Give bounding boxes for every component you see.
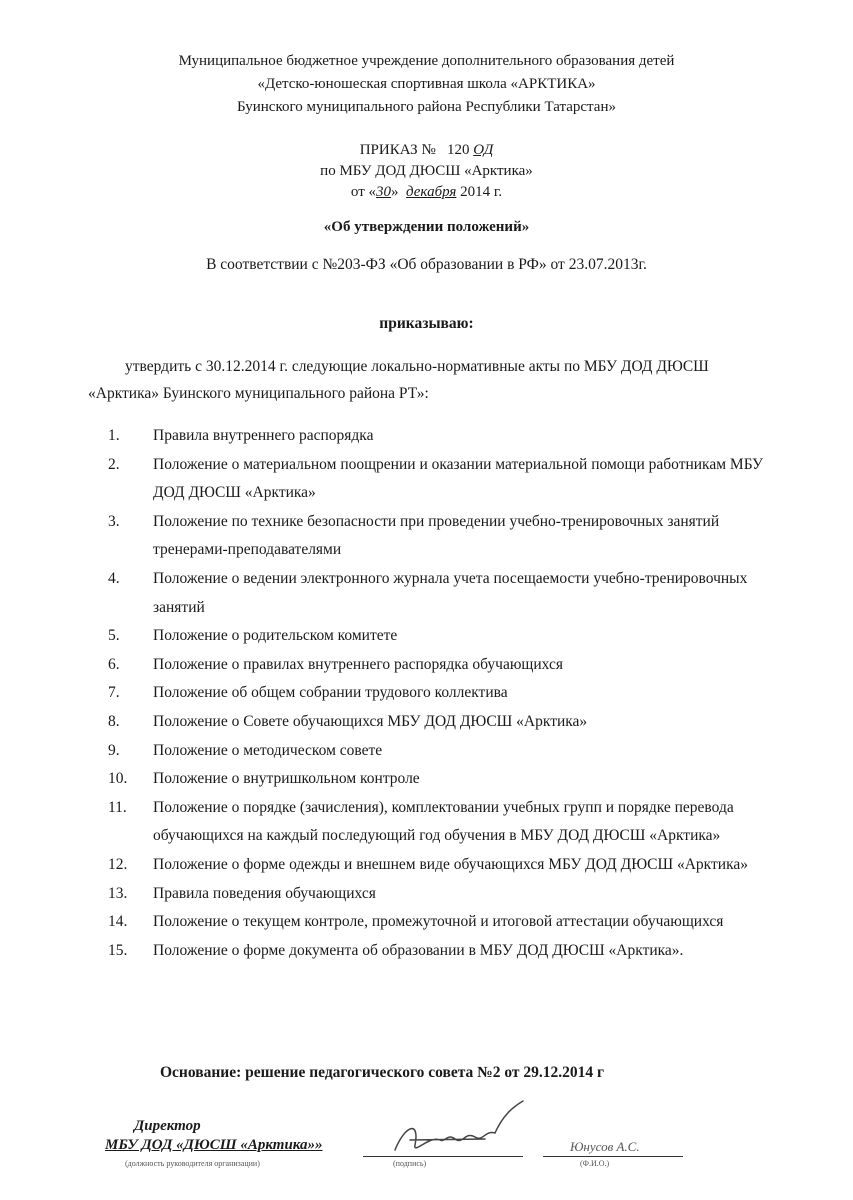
list-item-text: Положение о форме документа об образовании в МБУ ДОД ДЮСШ «Арктика».	[153, 941, 684, 959]
name-line	[543, 1156, 683, 1157]
list-item-number: 9.	[108, 741, 120, 759]
date-day: 30	[376, 184, 391, 200]
list-item	[108, 794, 768, 851]
list-item-number: 13.	[108, 884, 128, 902]
list-item-number: 14.	[108, 913, 128, 931]
order-number-line	[0, 140, 853, 161]
list-item-text: Положение о текущем контроле, промежуточной и итоговой аттестации обучающихся	[153, 913, 724, 931]
list-item	[108, 851, 768, 880]
list-item	[108, 708, 768, 737]
legal-basis: В соответствии с №203-ФЗ «Об образовании в РФ» от 23.07.2013г.	[206, 256, 647, 273]
list-item	[108, 651, 768, 680]
list-item-text: Положение о Совете обучающихся МБУ ДОД ДЮСШ «Арктика»	[153, 712, 588, 730]
list-item-text: Правила внутреннего распорядка	[153, 427, 374, 444]
list-item-text: Правила поведения обучающихся	[153, 884, 376, 902]
list-item-number: 5.	[108, 627, 120, 645]
list-item	[108, 908, 768, 937]
footer-basis: Основание: решение педагогического совета №2 от 29.12.2014 г	[160, 1064, 605, 1081]
list-item-number: 12.	[108, 855, 128, 873]
list-item	[108, 737, 768, 766]
order-org: по МБУ ДОД ДЮСШ «Арктика»	[320, 163, 533, 179]
date-mid: »	[391, 184, 406, 200]
list-item	[108, 565, 768, 622]
sign-caption: (подпись)	[393, 1159, 427, 1168]
header-line-1: Муниципальное бюджетное учреждение дополнительного образования детей	[178, 53, 675, 69]
role-caption: (должность руководителя организации)	[125, 1159, 260, 1168]
list-item-number: 8.	[108, 712, 120, 730]
list-item-number: 11.	[108, 798, 127, 816]
name-caption: (Ф.И.О.)	[580, 1159, 610, 1168]
list-item	[108, 622, 768, 651]
list-item-number: 7.	[108, 684, 120, 702]
acts-list	[108, 422, 768, 965]
list-item-number: 1.	[108, 427, 120, 444]
list-item-text: Положение о правилах внутреннего распорядка обучающихся	[153, 655, 563, 673]
order-number: 120	[447, 142, 470, 158]
list-item-text: Положение об общем собрании трудового коллектива	[153, 684, 508, 702]
list-item	[108, 508, 768, 565]
list-item-text: Положение о методическом совете	[153, 741, 383, 759]
date-month: декабря	[406, 184, 457, 200]
header-line-3: Буинского муниципального района Республики Татарстан»	[237, 99, 616, 115]
list-item-number: 10.	[108, 770, 128, 788]
order-date-line	[0, 182, 853, 203]
organization-header	[0, 50, 853, 119]
list-item-text: Положение по технике безопасности при проведении учебно-тренировочных занятий тренерами-преподавателями	[153, 512, 720, 559]
signature-org: МБУ ДОД «ДЮСШ «Арктика»»	[105, 1137, 323, 1153]
header-line-2: «Детско-юношеская спортивная школа «АРКТИКА»	[257, 76, 596, 92]
date-year: 2014 г.	[456, 184, 503, 200]
list-item	[108, 679, 768, 708]
list-item-text: Положение о внутришкольном контроле	[153, 770, 420, 788]
list-item	[108, 422, 768, 451]
order-block	[0, 140, 853, 203]
list-item-number: 4.	[108, 569, 120, 587]
signature-role: Директор	[134, 1118, 201, 1134]
list-item-number: 15.	[108, 941, 128, 959]
list-item-number: 6.	[108, 655, 120, 673]
order-number-suffix: ОД	[473, 142, 494, 158]
decree-word: приказываю:	[379, 315, 474, 332]
list-item-text: Положение о родительском комитете	[153, 627, 398, 645]
order-prefix: ПРИКАЗ №	[359, 142, 448, 158]
list-item	[108, 765, 768, 794]
list-item-number: 3.	[108, 512, 120, 530]
list-item	[108, 880, 768, 909]
intro-paragraph: утвердить с 30.12.2014 г. следующие локально-нормативные акты по МБУ ДОД ДЮСШ «Арктика» Буинского муниципального района РТ»:	[88, 358, 709, 402]
handwritten-signature	[385, 1095, 535, 1165]
document-title: «Об утверждении положений»	[323, 219, 530, 235]
signatory-name: Юнусов А.С.	[570, 1139, 640, 1154]
list-item-text: Положение о порядке (зачисления), комплектовании учебных групп и порядке перевода обучающихся на каждый последующий год обучения в МБУ ДОД ДЮСШ «Арктика»	[153, 798, 734, 845]
list-item-number: 2.	[108, 455, 120, 473]
list-item-text: Положение о форме одежды и внешнем виде обучающихся МБУ ДОД ДЮСШ «Арктика»	[153, 855, 748, 873]
list-item-text: Положение о материальном поощрении и оказании материальной помощи работникам МБУ ДОД ДЮСШ «Арктика»	[153, 455, 764, 502]
list-item	[108, 451, 768, 508]
date-prefix: от «	[350, 184, 376, 200]
list-item-text: Положение о ведении электронного журнала учета посещаемости учебно-тренировочных занятий	[153, 569, 748, 616]
list-item	[108, 937, 768, 966]
